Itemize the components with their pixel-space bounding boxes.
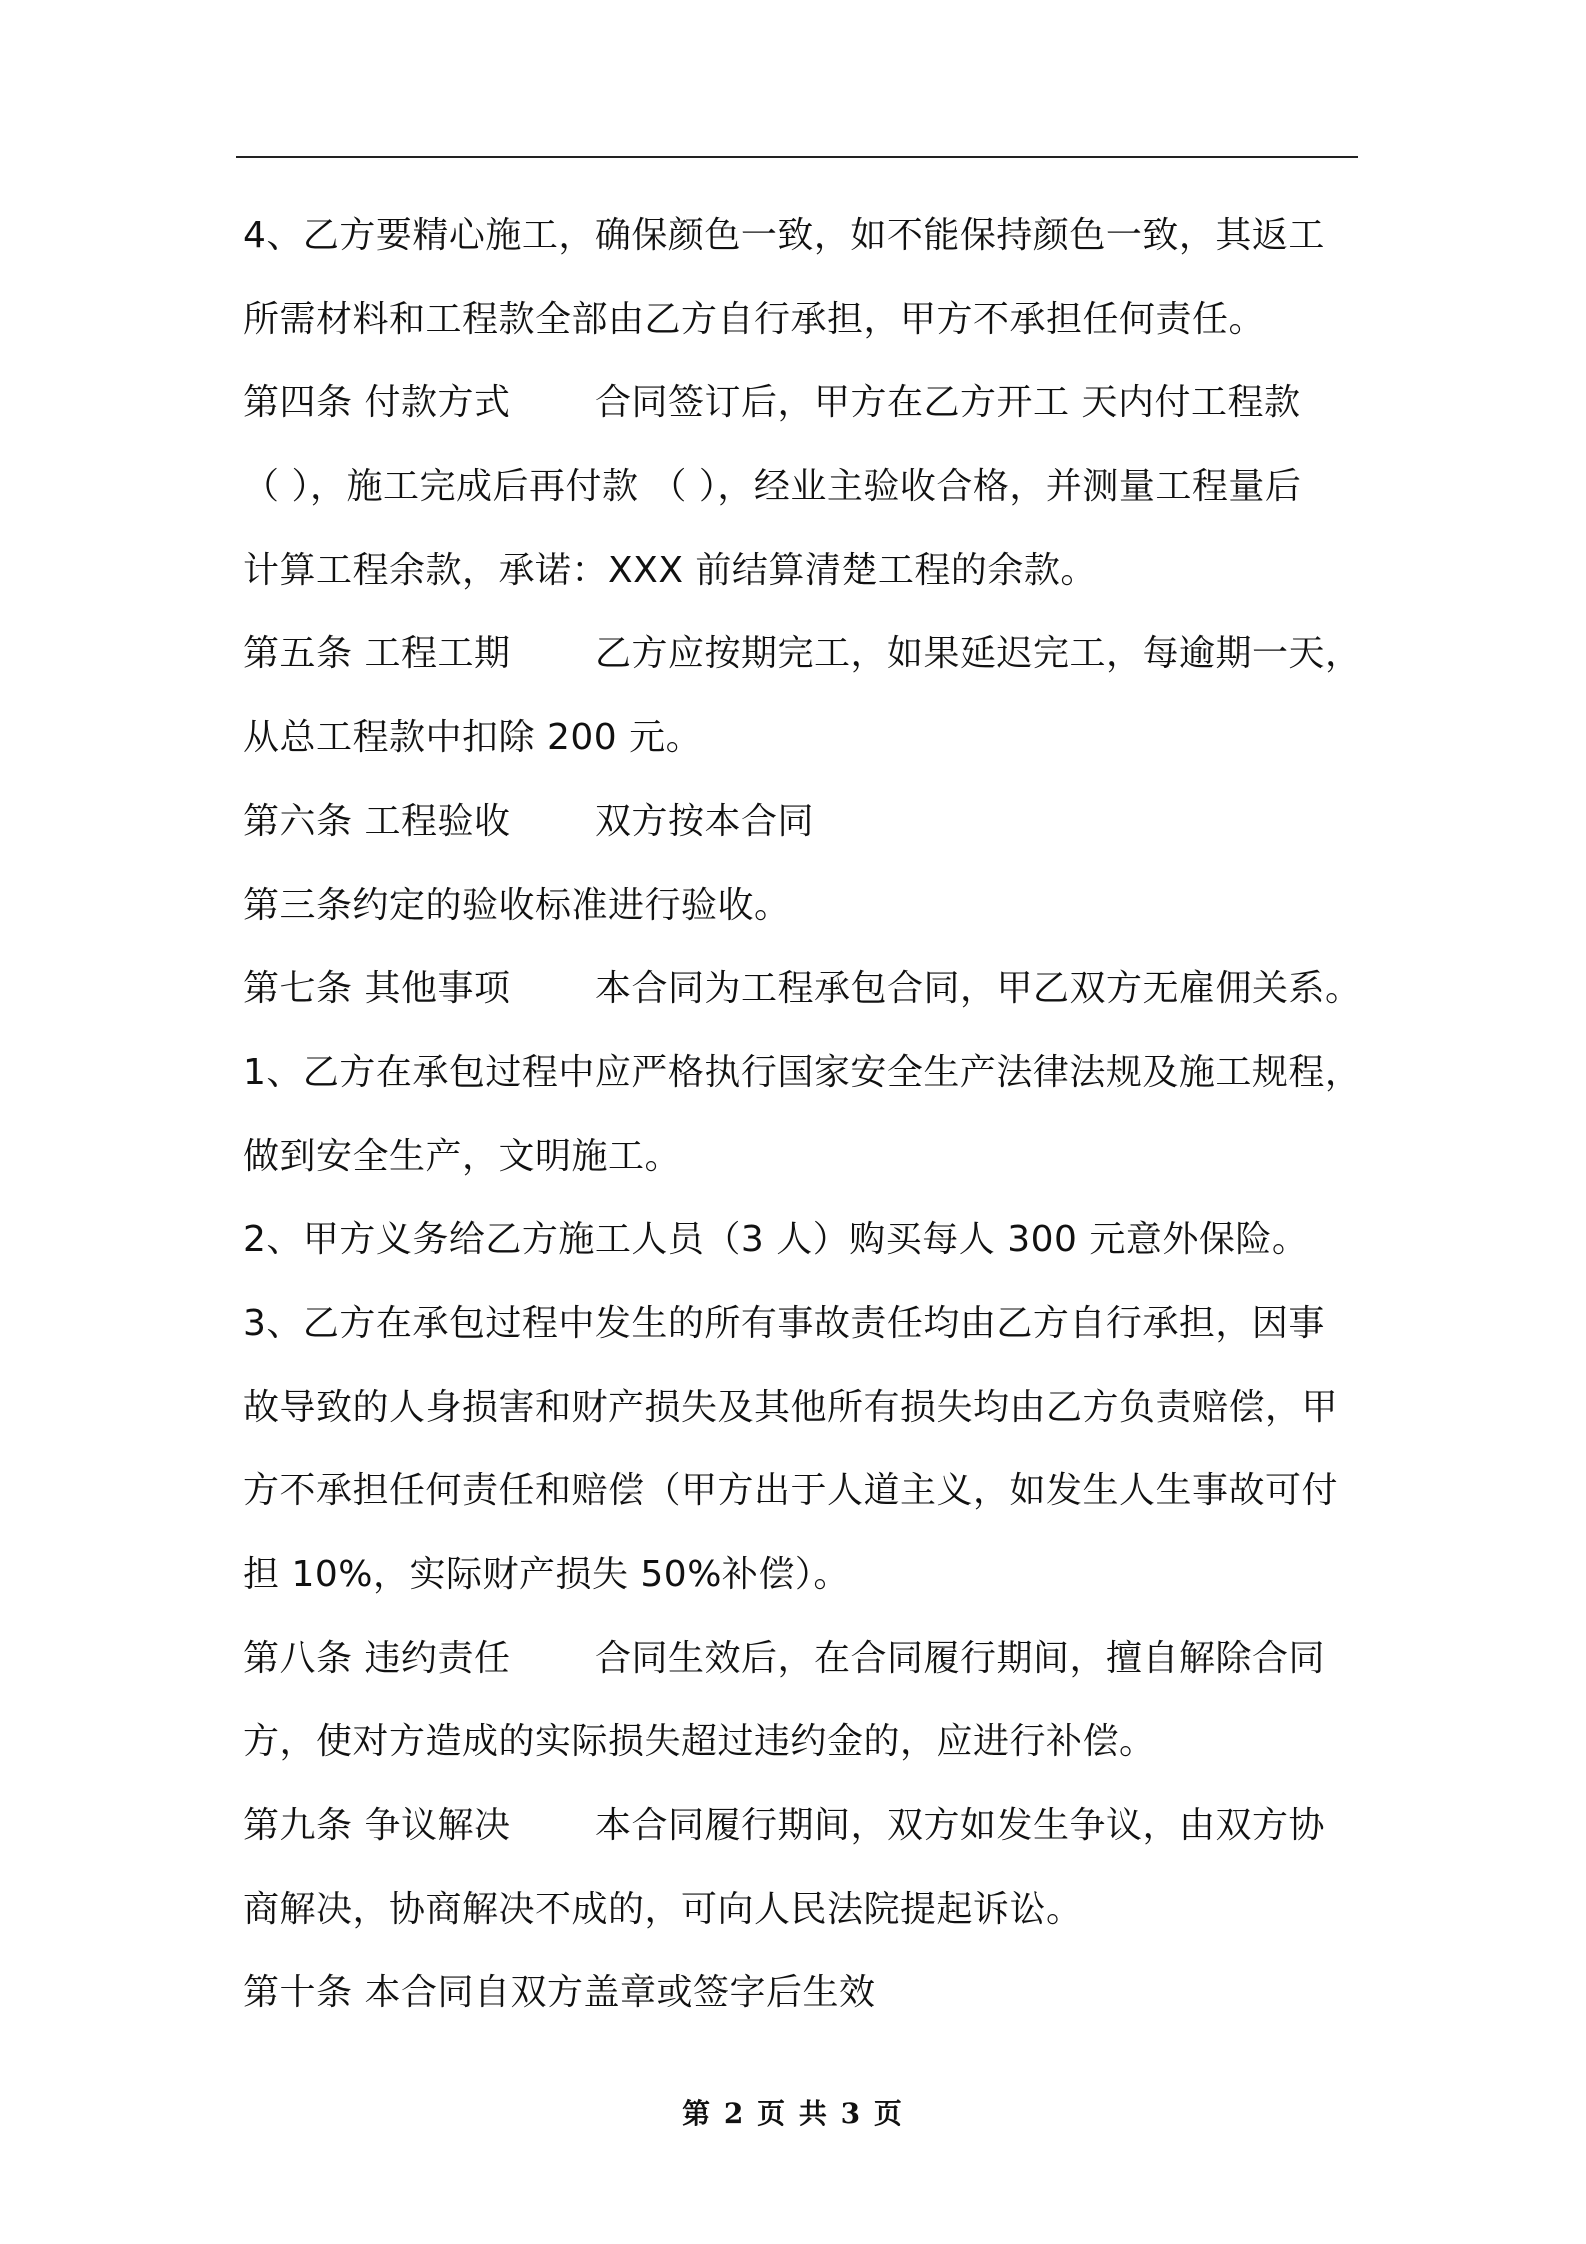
article-8-line	[243, 1617, 1371, 1701]
line-text: 本合同履行期间，双方如发生争议，由双方协	[595, 1805, 1326, 1847]
header-rule	[236, 156, 1358, 158]
article-5-line	[243, 612, 1371, 696]
text-line	[243, 1700, 1371, 1784]
article-9-heading: 第九条 争议解决	[243, 1805, 511, 1847]
line-text: 方，使对方造成的实际损失超过违约金的，应进行补偿。	[243, 1721, 1156, 1763]
footer-prefix: 第	[682, 2097, 713, 2130]
text-line	[243, 1198, 1371, 1282]
text-line	[243, 529, 1371, 613]
line-text: 3、乙方在承包过程中发生的所有事故责任均由乙方自行承担，因事	[243, 1302, 1325, 1344]
line-text: 商解决，协商解决不成的，可向人民法院提起诉讼。	[243, 1888, 1083, 1930]
footer-suffix: 页	[873, 2097, 904, 2130]
contract-body	[243, 194, 1371, 2035]
line-text: 双方按本合同	[595, 800, 815, 842]
line-text: 从总工程款中扣除 200 元。	[243, 717, 703, 759]
total-pages-number: 3	[840, 2097, 863, 2130]
text-line	[243, 1031, 1371, 1115]
text-line	[243, 1449, 1371, 1533]
line-text: 本合同为工程承包合同，甲乙双方无雇佣关系。	[595, 968, 1362, 1010]
article-6-line	[243, 780, 1371, 864]
line-text: 做到安全生产，文明施工。	[243, 1135, 682, 1177]
text-line	[243, 445, 1371, 529]
text-line	[243, 1282, 1371, 1366]
text-line	[243, 194, 1371, 278]
footer-middle: 页 共	[757, 2097, 829, 2130]
text-line	[243, 1868, 1371, 1952]
article-10-line	[243, 1951, 1371, 2035]
article-7-line	[243, 947, 1371, 1031]
line-text: 2、甲方义务给乙方施工人员（3 人）购买每人 300 元意外保险。	[243, 1219, 1309, 1261]
line-text: 乙方应按期完工，如果延迟完工，每逾期一天，	[595, 633, 1362, 675]
article-6-heading: 第六条 工程验收	[243, 800, 511, 842]
article-4-line	[243, 361, 1371, 445]
page-number-footer	[0, 2092, 1586, 2132]
line-text: 第十条 本合同自双方盖章或签字后生效	[243, 1972, 876, 2014]
line-text: 所需材料和工程款全部由乙方自行承担，甲方不承担任何责任。	[243, 298, 1266, 340]
line-text: 合同生效后，在合同履行期间，擅自解除合同	[595, 1637, 1326, 1679]
line-text: 方不承担任何责任和赔偿（甲方出于人道主义，如发生人生事故可付	[243, 1470, 1339, 1512]
current-page-number: 2	[723, 2097, 746, 2130]
article-4-heading: 第四条 付款方式	[243, 382, 511, 424]
line-text: 故导致的人身损害和财产损失及其他所有损失均由乙方负责赔偿，甲	[243, 1386, 1339, 1428]
line-text: 第三条约定的验收标准进行验收。	[243, 884, 791, 926]
article-5-heading: 第五条 工程工期	[243, 633, 511, 675]
text-line	[243, 1115, 1371, 1199]
text-line	[243, 1533, 1371, 1617]
article-9-line	[243, 1784, 1371, 1868]
line-text: 计算工程余款，承诺：XXX 前结算清楚工程的余款。	[243, 549, 1097, 591]
text-line	[243, 864, 1371, 948]
text-line	[243, 696, 1371, 780]
line-text: （ ），施工完成后再付款 （ ），经业主验收合格，并测量工程量后	[243, 466, 1302, 508]
line-text: 1、乙方在承包过程中应严格执行国家安全生产法律法规及施工规程，	[243, 1051, 1362, 1093]
line-text: 合同签订后，甲方在乙方开工 天内付工程款	[595, 382, 1301, 424]
text-line	[243, 1366, 1371, 1450]
line-text: 4、乙方要精心施工，确保颜色一致，如不能保持颜色一致，其返工	[243, 215, 1325, 256]
text-line	[243, 278, 1371, 362]
line-text: 担 10%，实际财产损失 50%补偿）。	[243, 1554, 850, 1595]
article-8-heading: 第八条 违约责任	[243, 1637, 511, 1679]
article-7-heading: 第七条 其他事项	[243, 968, 511, 1010]
